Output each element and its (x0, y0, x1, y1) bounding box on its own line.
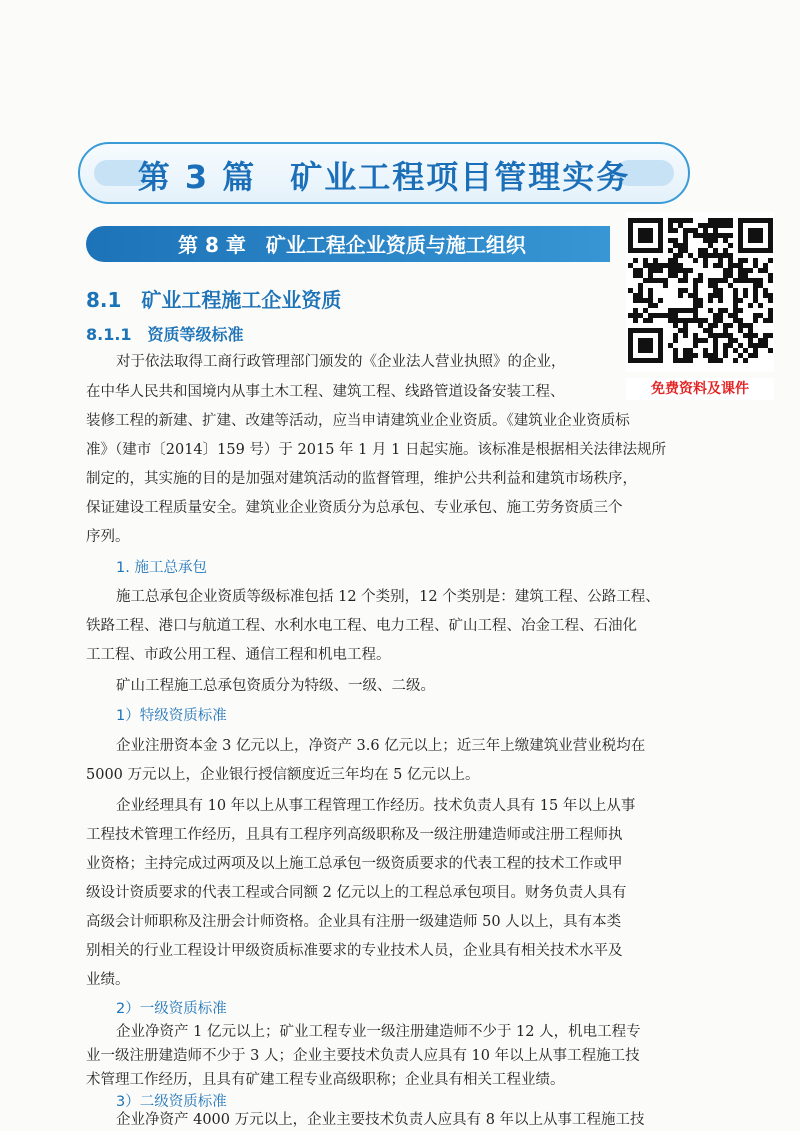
body-line: 工工程、市政公用工程、通信工程和机电工程。 (86, 647, 391, 663)
body-line: 级设计资质要求的代表工程或合同额 2 亿元以上的工程总承包项目。财务负责人具有 (86, 885, 627, 901)
body-line: 业一级注册建造师不少于 3 人；企业主要技术负责人应具有 10 年以上从事工程施工技 (86, 1048, 640, 1064)
body-line: 装修工程的新建、扩建、改建等活动，应当申请建筑业企业资质。《建筑业企业资质标 (86, 413, 630, 429)
body-line: 业资格；主持完成过两项及以上施工总承包一级资质要求的代表工程的技术工作或甲 (86, 856, 623, 872)
body-line: 别相关的行业工程设计甲级资质标准要求的专业技术人员，企业具有相关技术水平及 (86, 943, 623, 959)
body-line: 矿山工程施工总承包资质分为特级、一级、二级。 (116, 678, 435, 694)
body-line: 5000 万元以上，企业银行授信额度近三年均在 5 亿元以上。 (86, 767, 480, 783)
body-line: 施工总承包企业资质等级标准包括 12 个类别，12 个类别是：建筑工程、公路工程、 (116, 589, 660, 605)
body-line: 铁路工程、港口与航道工程、水利水电工程、电力工程、矿山工程、冶金工程、石油化 (86, 618, 637, 634)
chapter-title: 第 8 章 矿业工程企业资质与施工组织 (178, 233, 526, 257)
subsection-heading: 8.1.1 资质等级标准 (86, 325, 244, 344)
chapter-bar (86, 226, 610, 262)
section-heading: 8.1 矿业工程施工企业资质 (86, 288, 342, 312)
body-line: 准》（建市〔2014〕159 号）于 2015 年 1 月 1 日起实施。该标准是根据相关法律法规所 (86, 442, 666, 458)
heading-grade-two: 3）二级资质标准 (116, 1094, 227, 1110)
heading-grade-one: 2）一级资质标准 (116, 1001, 227, 1017)
body-line: 企业净资产 1 亿元以上；矿业工程专业一级注册建造师不少于 12 人，机电工程专 (116, 1024, 641, 1040)
body-line: 对于依法取得工商行政管理部门颁发的《企业法人营业执照》的企业， (116, 354, 566, 370)
body-line: 制定的，其实施的目的是加强对建筑活动的监督管理，维护公共利益和建筑市场秩序， (86, 471, 637, 487)
body-line: 高级会计师职称及注册会计师资格。企业具有注册一级建造师 50 人以上，具有本类 (86, 914, 622, 930)
qr-code-image (626, 212, 774, 372)
part-title: 第 3 篇 矿业工程项目管理实务 (137, 158, 631, 196)
body-line: 在中华人民共和国境内从事土木工程、建筑工程、线路管道设备安装工程、 (86, 384, 565, 400)
body-line: 企业净资产 4000 万元以上，企业主要技术负责人应具有 8 年以上从事工程施工技 (116, 1112, 645, 1128)
body-line: 序列。 (86, 529, 130, 545)
body-line: 业绩。 (86, 972, 130, 988)
qr-caption: 免费资料及课件 (626, 378, 774, 400)
heading-general-contract: 1. 施工总承包 (116, 560, 207, 576)
part-banner (78, 142, 690, 204)
body-line: 企业注册资本金 3 亿元以上，净资产 3.6 亿元以上；近三年上缴建筑业营业税均在 (116, 738, 646, 754)
body-line: 工程技术管理工作经历，且具有工程序列高级职称及一级注册建造师或注册工程师执 (86, 827, 623, 843)
body-line: 术管理工作经历，且具有矿建工程专业高级职称；企业具有相关工程业绩。 (86, 1072, 565, 1088)
body-line: 企业经理具有 10 年以上从事工程管理工作经历。技术负责人具有 15 年以上从事 (116, 798, 636, 814)
qr-code[interactable] (626, 212, 774, 372)
heading-special-grade: 1）特级资质标准 (116, 708, 227, 724)
body-line: 保证建设工程质量安全。建筑业企业资质分为总承包、专业承包、施工劳务资质三个 (86, 500, 623, 516)
